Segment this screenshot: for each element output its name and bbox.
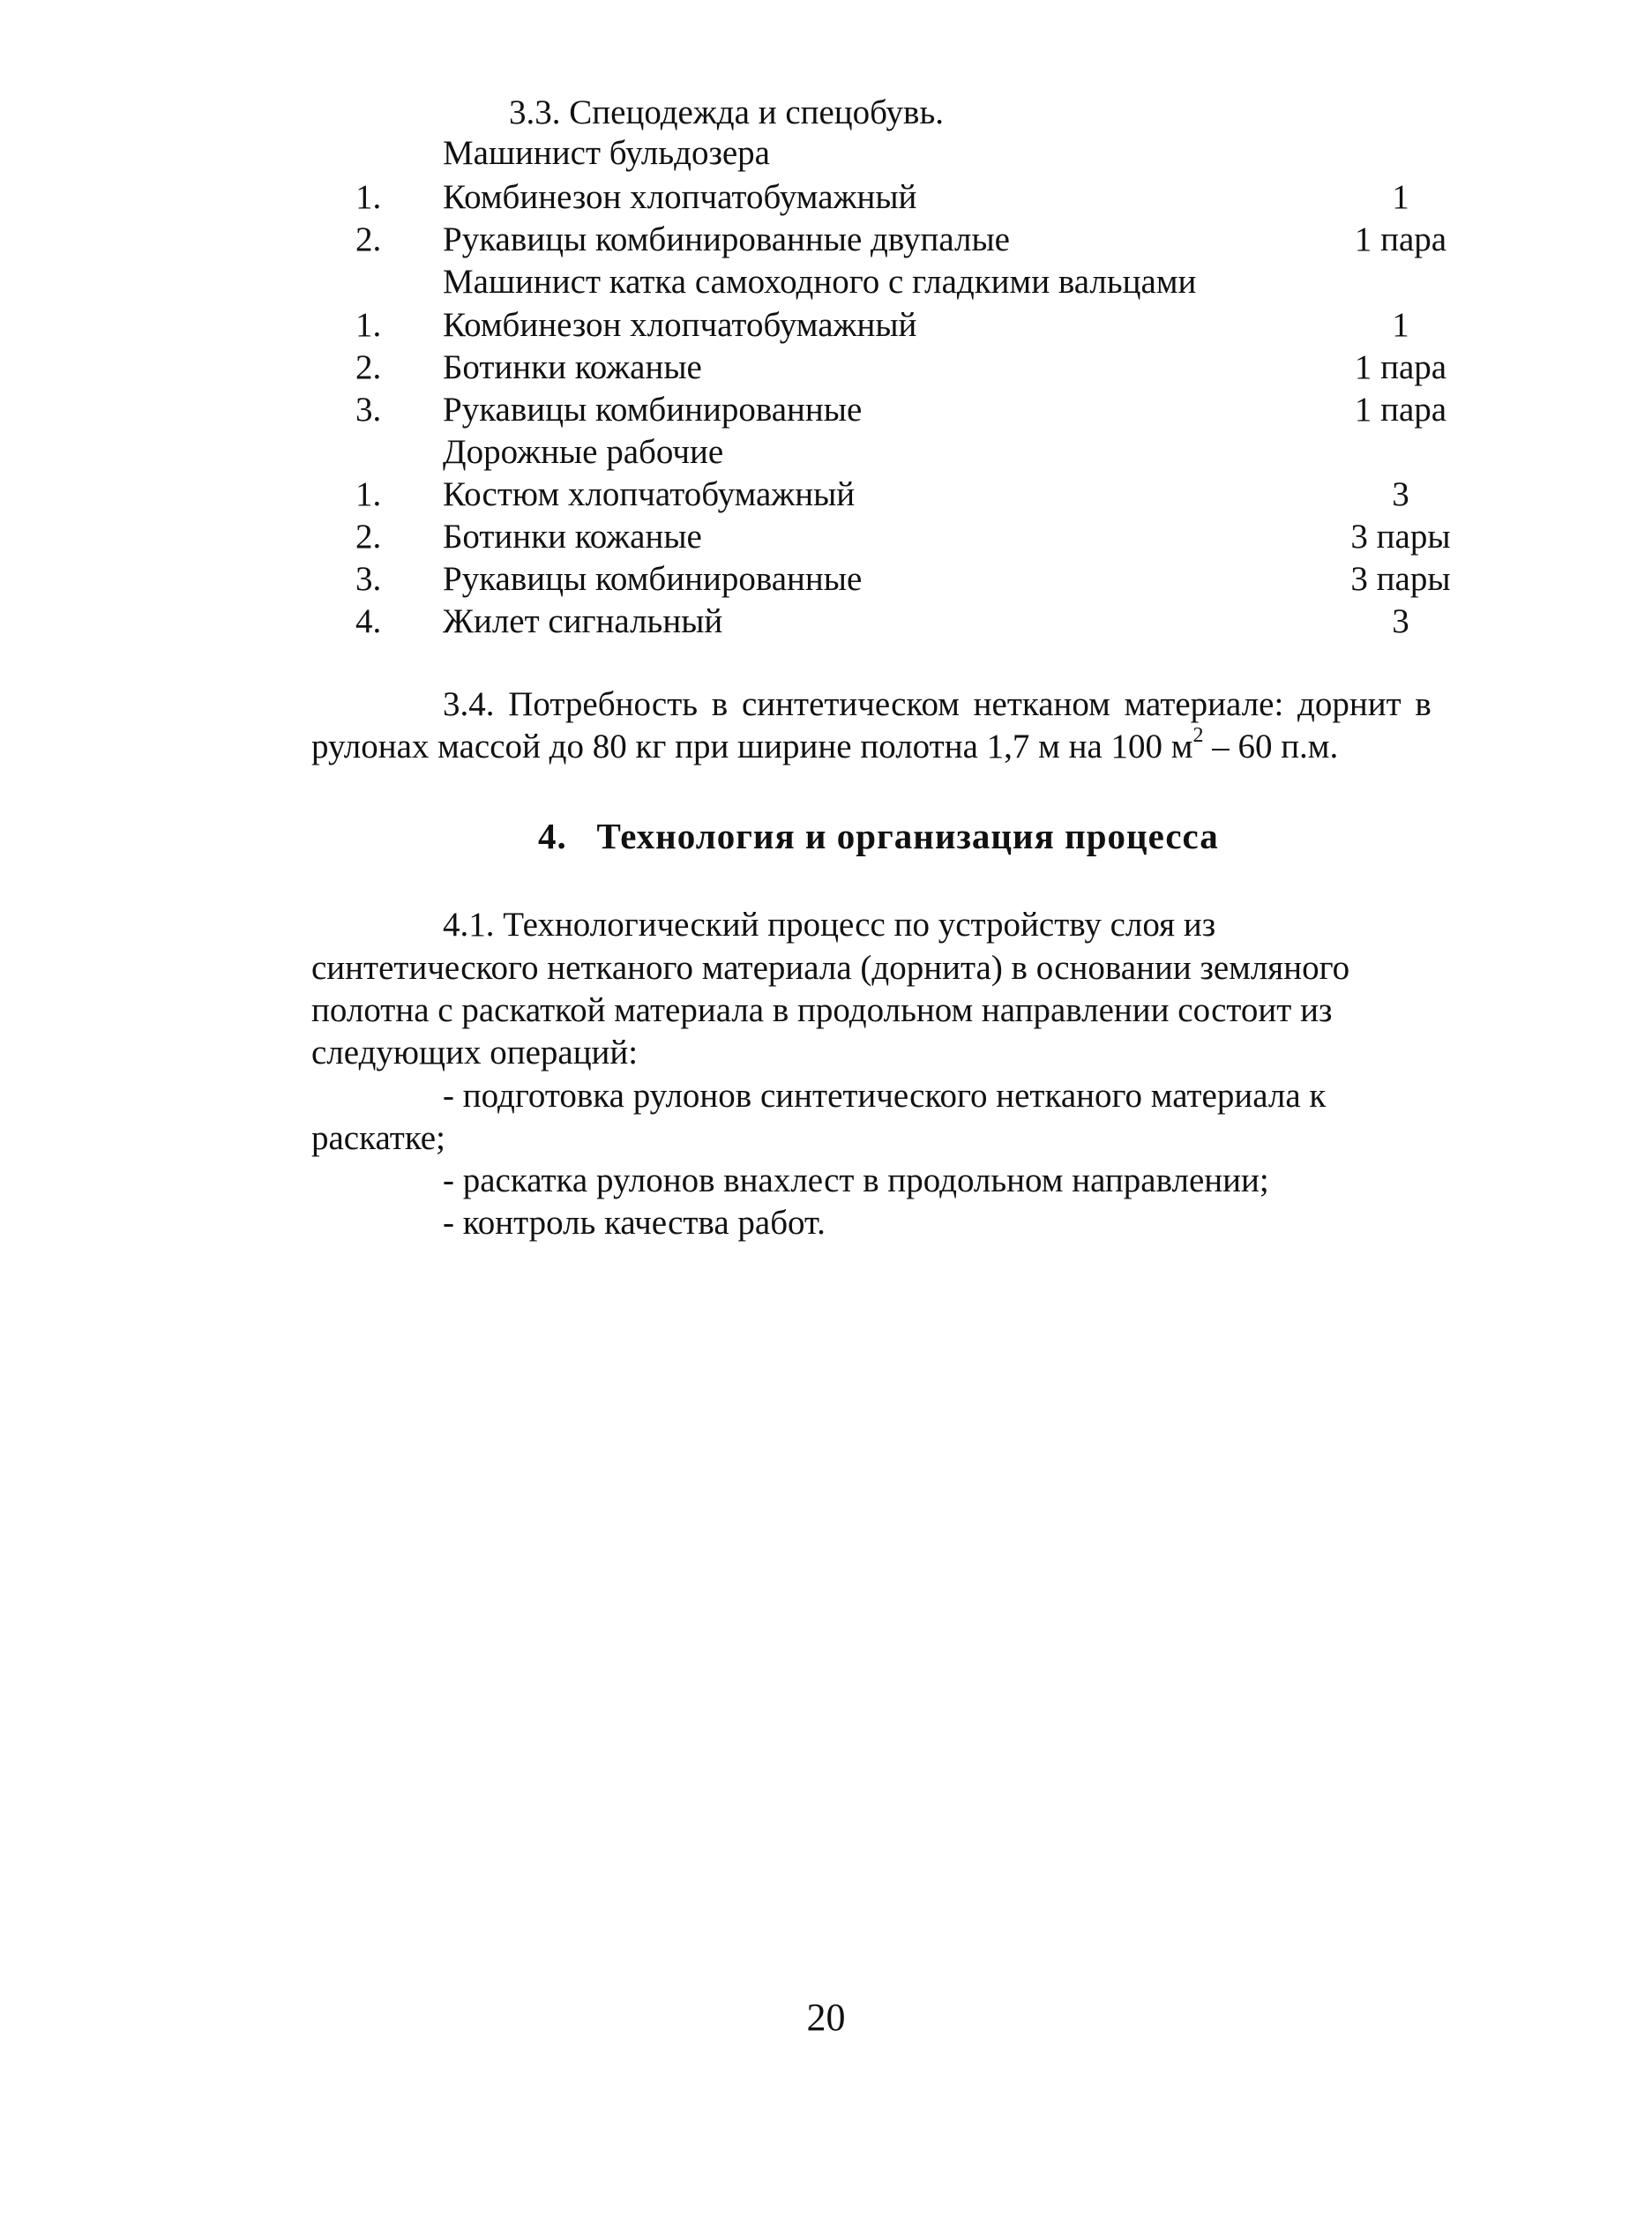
list-item-label: Рукавицы комбинированные (443, 560, 863, 598)
list-item-quantity: 3 пары (1350, 518, 1451, 556)
section-3-3-title: 3.3. Спецодежда и спецобувь. (509, 93, 944, 131)
section-3-4-line-2 (311, 726, 1338, 768)
page-number: 20 (806, 1996, 846, 2039)
list-item-label: Рукавицы комбинированные двупалые (443, 220, 1010, 258)
paragraph-4-1-line-2: синтетического нетканого материала (дорнита) в основании земляного (311, 949, 1350, 987)
paragraph-4-1-line-4: следующих операций: (311, 1034, 639, 1071)
list-item-label: Комбинезон хлопчатобумажный (443, 178, 917, 216)
operation-1-line-2: раскатке; (311, 1119, 445, 1157)
paragraph-4-1-line-1: 4.1. Технологический процесс по устройству слоя из (443, 906, 1216, 944)
list-item-label: Рукавицы комбинированные (443, 391, 863, 429)
operation-3: - контроль качества работ. (443, 1204, 826, 1242)
group-title-road-workers: Дорожные рабочие (443, 433, 724, 471)
list-item-number: 4. (355, 602, 382, 640)
list-item-number: 2. (355, 220, 382, 258)
list-item-label: Жилет сигнальный (443, 602, 723, 640)
paragraph-4-1-line-3: полотна с раскаткой материала в продольном направлении состоит из (311, 991, 1333, 1029)
section-3-4-line-1: 3.4. Потребность в синтетическом нетканом материале: дорнит в (443, 685, 1431, 723)
list-item-quantity: 3 пары (1350, 560, 1451, 598)
section-4-heading (538, 814, 1219, 858)
list-item-number: 3. (355, 391, 382, 429)
squared-superscript: 2 (1192, 724, 1204, 747)
list-item-number: 3. (355, 560, 382, 598)
list-item-label: Ботинки кожаные (443, 348, 702, 386)
list-item-quantity: 1 пара (1354, 348, 1447, 386)
section-3-4-tail: – 60 п.м. (1203, 728, 1339, 765)
list-item-label: Костюм хлопчатобумажный (443, 475, 856, 513)
list-item-quantity: 1 пара (1354, 391, 1447, 429)
list-item-quantity: 1 (1392, 306, 1409, 344)
list-item-label: Ботинки кожаные (443, 518, 702, 556)
list-item-quantity: 1 (1392, 178, 1409, 216)
list-item-number: 2. (355, 518, 382, 556)
list-item-quantity: 3 (1392, 475, 1409, 513)
list-item-quantity: 1 пара (1354, 220, 1447, 258)
list-item-number: 2. (355, 348, 382, 386)
list-item-label: Комбинезон хлопчатобумажный (443, 306, 917, 344)
list-item-number: 1. (355, 475, 382, 513)
operation-2: - раскатка рулонов внахлест в продольном направлении; (443, 1161, 1269, 1199)
group-title-bulldozer: Машинист бульдозера (443, 134, 770, 172)
list-item-number: 1. (355, 306, 382, 344)
list-item-number: 1. (355, 178, 382, 216)
section-4-number: 4. (538, 816, 567, 856)
section-4-title: Технология и организация процесса (596, 816, 1219, 856)
section-3-4-text: рулонах массой до 80 кг при ширине полотна 1,7 м на 100 м (311, 728, 1193, 765)
group-title-roller-operator: Машинист катка самоходного с гладкими вальцами (443, 263, 1197, 301)
operation-1-line-1: - подготовка рулонов синтетического нетканого материала к (443, 1077, 1327, 1115)
list-item-quantity: 3 (1392, 602, 1409, 640)
